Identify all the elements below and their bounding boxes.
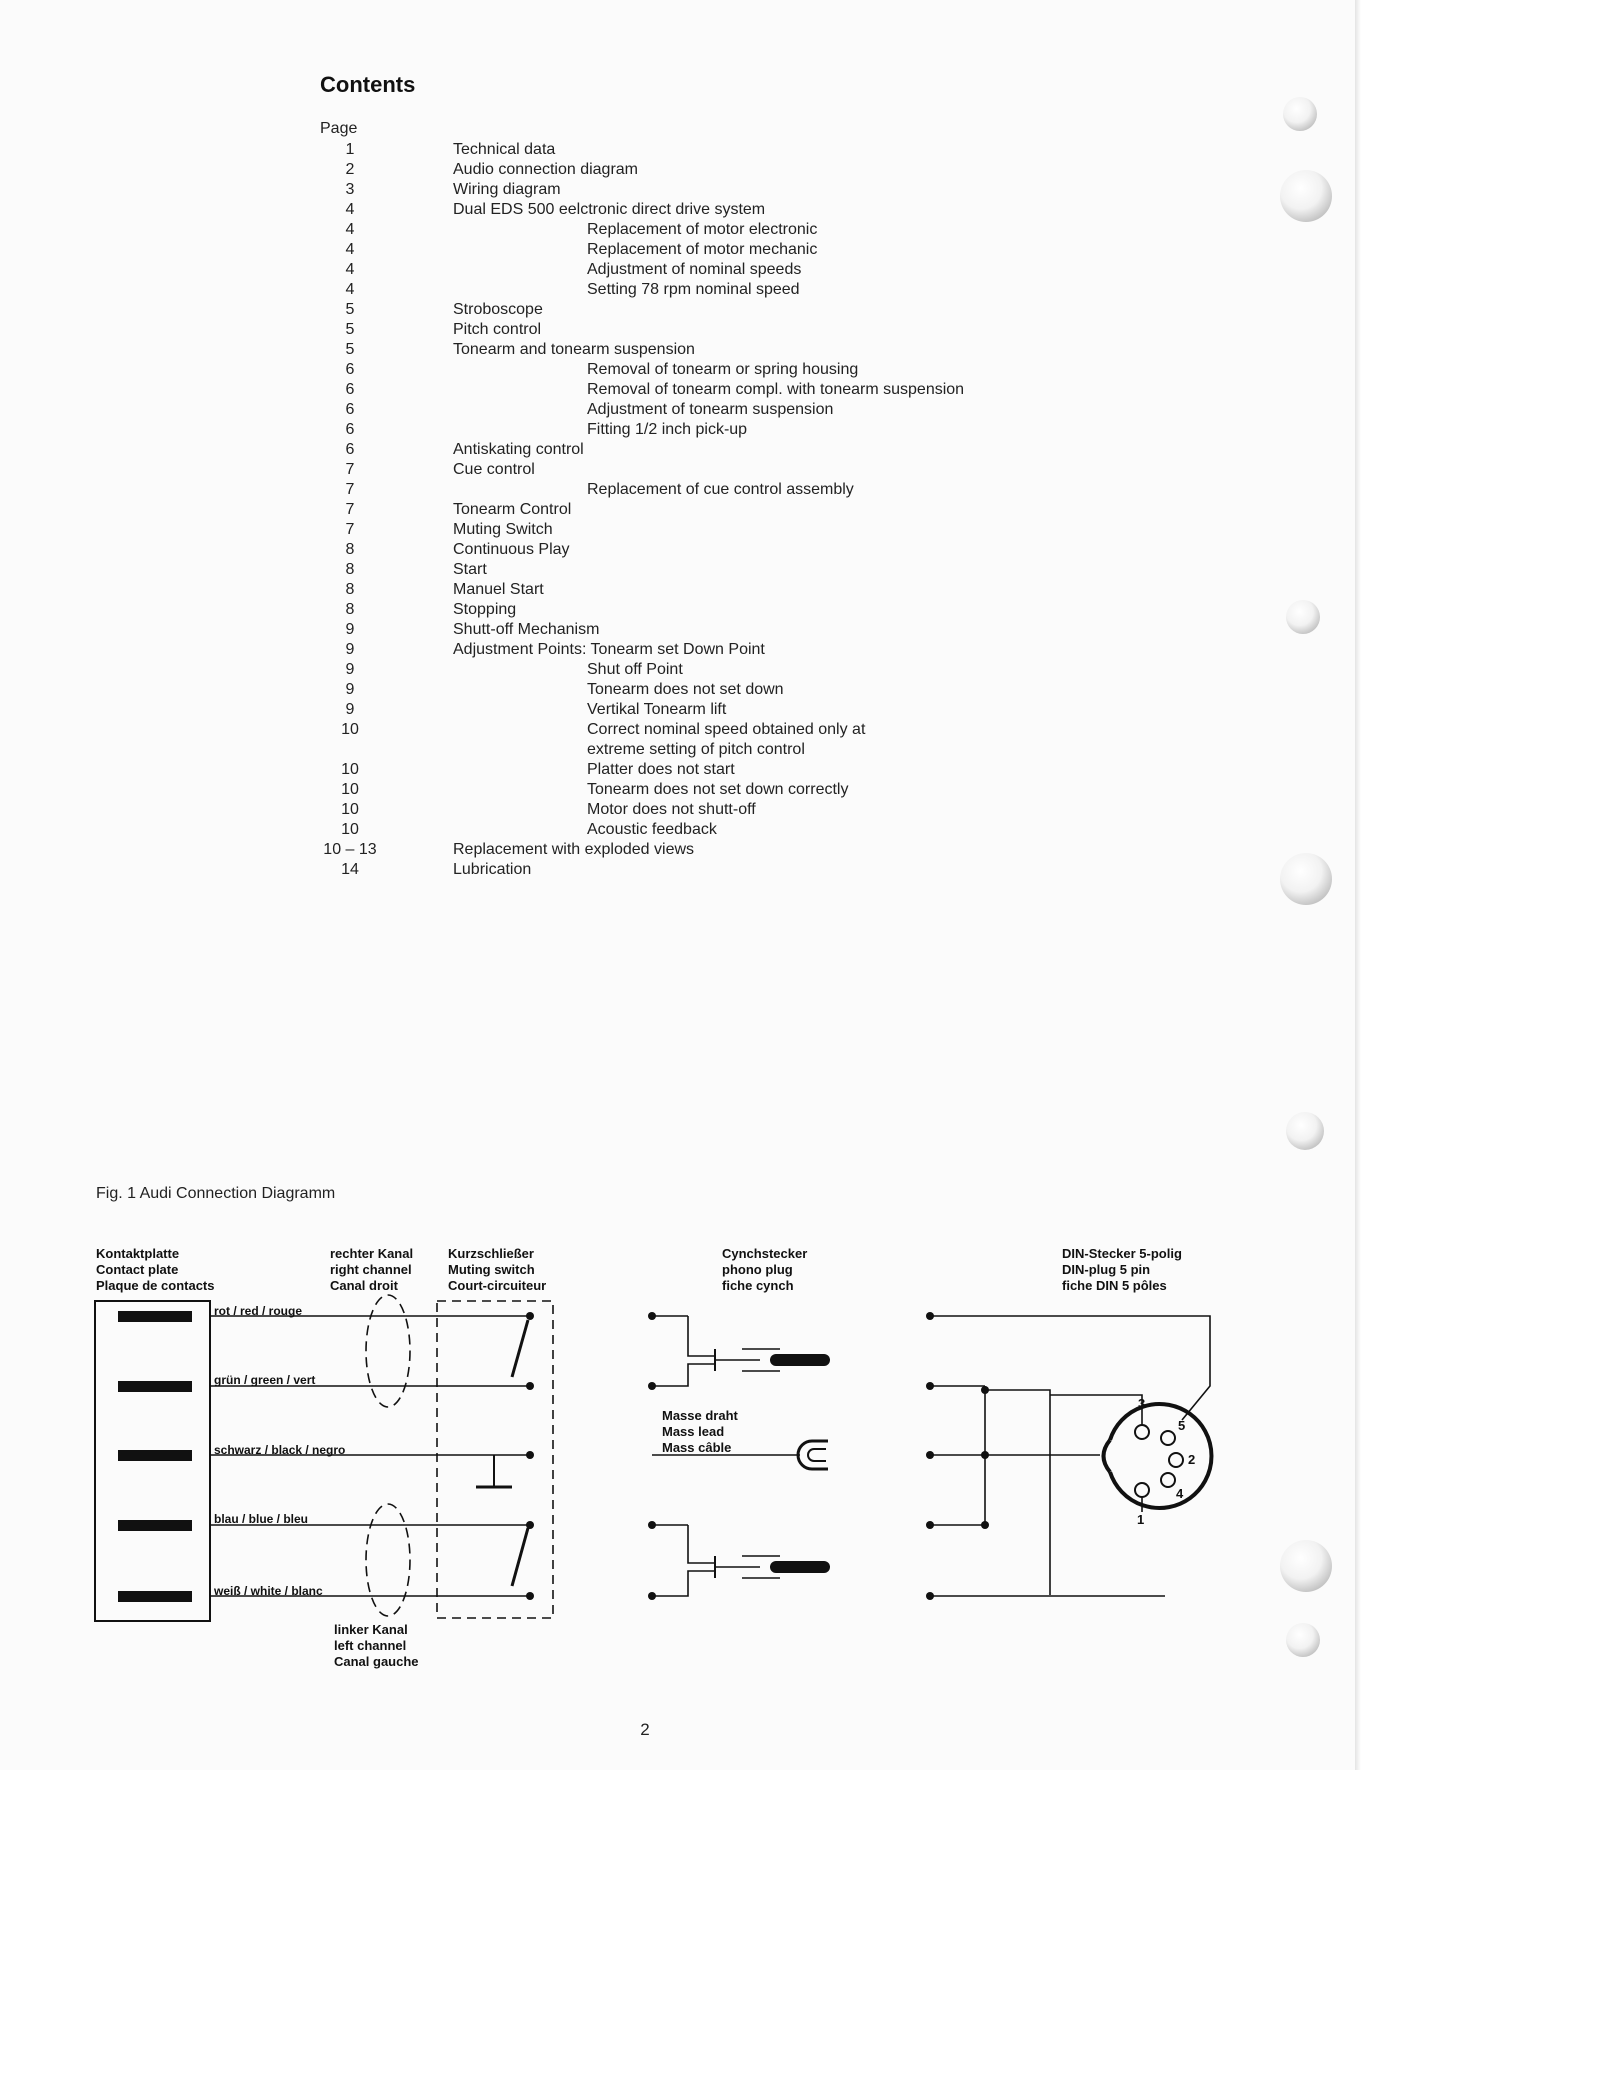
contents-page-number: 5 bbox=[345, 301, 355, 318]
contents-entry-text: Motor does not shutt-off bbox=[587, 801, 756, 818]
contents-entry-text: Adjustment of tonearm suspension bbox=[587, 401, 834, 418]
contact-plate-label: Kontaktplatte Contact plate Plaque de contacts bbox=[96, 1246, 215, 1293]
contents-entry-text: Correct nominal speed obtained only at bbox=[587, 721, 866, 738]
din-pin-label: 4 bbox=[1176, 1486, 1184, 1501]
contents-page-number: 6 bbox=[345, 381, 355, 398]
din-pin-label: 5 bbox=[1178, 1418, 1186, 1433]
paper-edge bbox=[1355, 0, 1361, 1770]
contents-page-number: 8 bbox=[345, 541, 355, 558]
contents-page-number: 7 bbox=[345, 461, 355, 478]
contents-entry-text: Start bbox=[453, 561, 487, 578]
contents-page-number: 9 bbox=[345, 681, 355, 698]
contents-page-number: 9 bbox=[345, 661, 355, 678]
contents-entry-text: Fitting 1/2 inch pick-up bbox=[587, 421, 748, 438]
contents-page-number: 7 bbox=[345, 501, 355, 518]
contents-entry-text: Tonearm Control bbox=[453, 501, 572, 518]
contents-entry-text: Cue control bbox=[453, 461, 535, 478]
contents-entry-text: Antiskating control bbox=[453, 441, 584, 458]
contents-entry-text: Dual EDS 500 eelctronic direct drive system bbox=[453, 201, 766, 218]
contact-bar bbox=[118, 1381, 192, 1392]
contents-entry-text: Manuel Start bbox=[453, 581, 544, 598]
contents-page-number: 10 bbox=[341, 761, 359, 778]
contents-entry-text: Pitch control bbox=[453, 321, 542, 338]
contents-entry-text: Replacement of cue control assembly bbox=[587, 481, 854, 498]
contents-entry-text: Replacement with exploded views bbox=[453, 841, 695, 858]
contents-page-number: 4 bbox=[345, 281, 355, 298]
din-plug-label: DIN-Stecker 5-polig DIN-plug 5 pin fiche DIN 5 pôles bbox=[1062, 1246, 1182, 1293]
wire-label-white: weiß / white / blanc bbox=[214, 1584, 323, 1598]
contents-entry-text: Shut off Point bbox=[587, 661, 683, 678]
contents-page-number: 4 bbox=[345, 201, 355, 218]
muting-switch-label: Kurzschließer Muting switch Court-circuiteur bbox=[448, 1246, 547, 1293]
right-channel-label: rechter Kanal right channel Canal droit bbox=[330, 1246, 414, 1293]
contact-bar bbox=[118, 1311, 192, 1322]
figure-caption: Fig. 1 Audi Connection Diagramm bbox=[96, 1185, 336, 1202]
page-column-header: Page bbox=[320, 120, 358, 137]
contents-entry-text: Setting 78 rpm nominal speed bbox=[587, 281, 800, 298]
contents-entry-text: Lubrication bbox=[453, 861, 532, 878]
contents-page-number: 5 bbox=[345, 341, 355, 358]
contact-bar bbox=[118, 1591, 192, 1602]
contents-page-number: 4 bbox=[345, 221, 355, 238]
phono-plug-label: Cynchstecker phono plug fiche cynch bbox=[722, 1246, 808, 1293]
contents-entry-text: Technical data bbox=[453, 141, 556, 158]
contents-page-number: 8 bbox=[345, 601, 355, 618]
contents-entry-text: Stroboscope bbox=[453, 301, 543, 318]
contents-entry-text: Replacement of motor mechanic bbox=[587, 241, 818, 258]
contents-page-number: 2 bbox=[345, 161, 355, 178]
contents-page-number: 9 bbox=[345, 621, 355, 638]
left-channel-label: linker Kanal left channel Canal gauche bbox=[334, 1622, 419, 1669]
contents-entry-text: Tonearm and tonearm suspension bbox=[453, 341, 695, 358]
contents-entry-text: Tonearm does not set down correctly bbox=[587, 781, 849, 798]
wire-label-blue: blau / blue / bleu bbox=[214, 1512, 309, 1526]
contents-page-number: 1 bbox=[345, 141, 355, 158]
contents-entry-text: extreme setting of pitch control bbox=[587, 741, 805, 758]
contents-entry-text: Continuous Play bbox=[453, 541, 570, 558]
contents-page-number: 7 bbox=[345, 521, 355, 538]
wire-label-black: schwarz / black / negro bbox=[214, 1443, 346, 1457]
wire-label-red: rot / red / rouge bbox=[214, 1304, 303, 1318]
contents-page-number: 4 bbox=[345, 261, 355, 278]
contents-entry-text: Audio connection diagram bbox=[453, 161, 639, 178]
contents-page-number: 5 bbox=[345, 321, 355, 338]
contents-entry-text: Muting Switch bbox=[453, 521, 553, 538]
din-pin-label: 1 bbox=[1137, 1512, 1145, 1527]
contents-page-number: 9 bbox=[345, 641, 355, 658]
ground-lead-label: Masse draht Mass lead Mass câble bbox=[662, 1408, 738, 1455]
din-pin-label: 2 bbox=[1188, 1452, 1196, 1467]
contents-entry-text: Adjustment Points: Tonearm set Down Point bbox=[453, 641, 765, 658]
contents-page-number: 10 – 13 bbox=[323, 841, 377, 858]
contents-entry-text: Wiring diagram bbox=[453, 181, 561, 198]
contents-entry-text: Stopping bbox=[453, 601, 517, 618]
contents-entry-text: Tonearm does not set down bbox=[587, 681, 784, 698]
contents-entry-text: Adjustment of nominal speeds bbox=[587, 261, 802, 278]
contents-entry-text: Shutt-off Mechanism bbox=[453, 621, 600, 638]
contents-entry-text: Vertikal Tonearm lift bbox=[587, 701, 727, 718]
page-number: 2 bbox=[640, 1720, 650, 1739]
contents-page-number: 9 bbox=[345, 701, 355, 718]
contents-page-number: 6 bbox=[345, 361, 355, 378]
contents-page-number: 10 bbox=[341, 781, 359, 798]
contents-page-number: 3 bbox=[345, 181, 355, 198]
contact-bar bbox=[118, 1520, 192, 1531]
contents-entry-text: Platter does not start bbox=[587, 761, 735, 778]
contents-page-number: 8 bbox=[345, 561, 355, 578]
contents-page-number: 10 bbox=[341, 801, 359, 818]
contents-page-number: 6 bbox=[345, 421, 355, 438]
contents-page-number: 10 bbox=[341, 721, 359, 738]
contact-bar bbox=[118, 1450, 192, 1461]
contents-page-number: 10 bbox=[341, 821, 359, 838]
right-channel-shield bbox=[366, 1295, 410, 1407]
contents-entry-text: Removal of tonearm or spring housing bbox=[587, 361, 859, 378]
contents-entry-text: Replacement of motor electronic bbox=[587, 221, 818, 238]
contents-title: Contents bbox=[320, 72, 416, 97]
left-channel-shield bbox=[366, 1504, 410, 1616]
contents-page-number: 8 bbox=[345, 581, 355, 598]
contents-entry-text: Acoustic feedback bbox=[587, 821, 717, 838]
contents-page-number: 4 bbox=[345, 241, 355, 258]
din-pin-label: 3 bbox=[1138, 1396, 1146, 1411]
contents-page-number: 14 bbox=[341, 861, 359, 878]
wire-label-green: grün / green / vert bbox=[214, 1373, 316, 1387]
contents-page-number: 6 bbox=[345, 441, 355, 458]
contents-page-number: 6 bbox=[345, 401, 355, 418]
contents-entry-text: Removal of tonearm compl. with tonearm suspension bbox=[587, 381, 965, 398]
contents-page-number: 7 bbox=[345, 481, 355, 498]
